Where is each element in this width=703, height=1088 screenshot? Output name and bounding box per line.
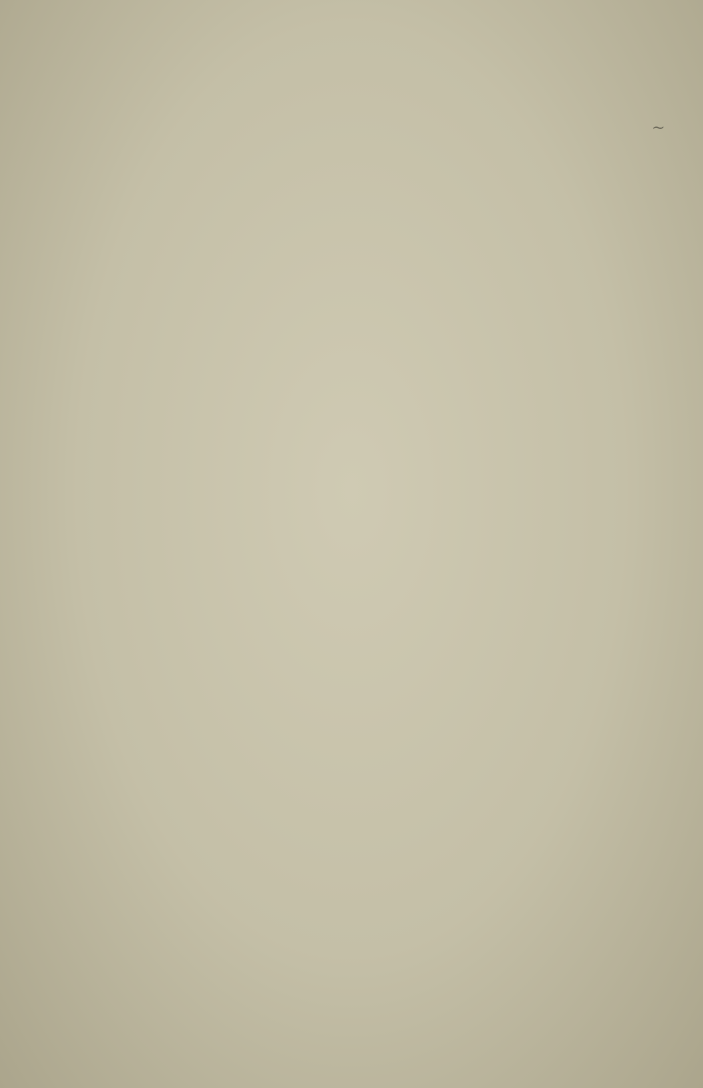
margin-mark: ~ [651, 118, 665, 137]
